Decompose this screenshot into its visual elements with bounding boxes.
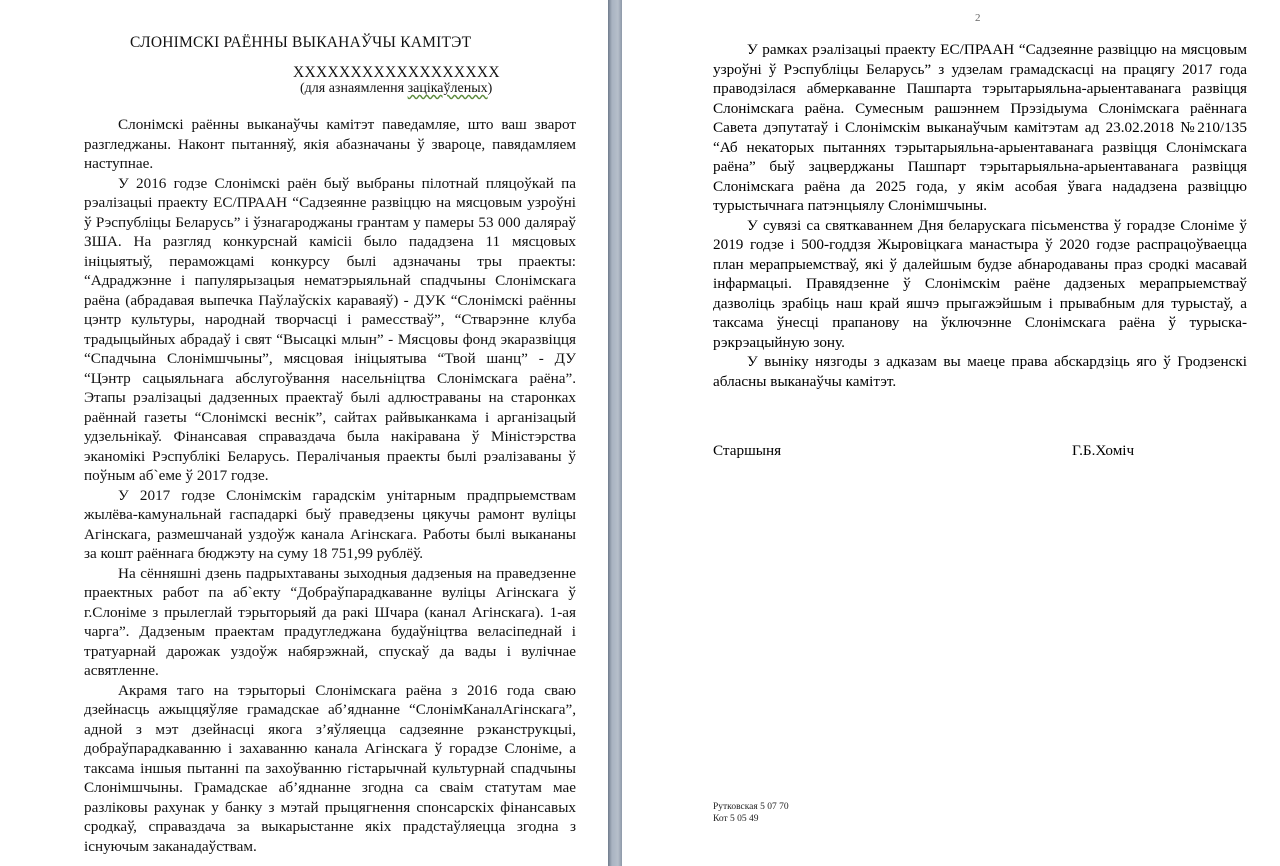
addressee-note-suffix: ) <box>487 81 493 96</box>
signature-role: Старшыня <box>713 442 782 459</box>
page-number: 2 <box>975 12 981 24</box>
addressee-note-underlined: зацікаўленых <box>407 81 488 96</box>
addressee-note-prefix: (для азнаямлення <box>300 81 408 96</box>
document-title: СЛОНІМСКІ РАЁННЫ ВЫКАНАЎЧЫ КАМІТЭТ <box>130 34 472 51</box>
footer-contacts <box>713 801 789 825</box>
paragraph: У выніку нязгоды з адказам вы маеце права абскардзіць яго ў Гродзенскі абласны выканаўчы камітэт. <box>713 353 1247 390</box>
page1-body <box>84 115 576 856</box>
paragraph: На сённяшні дзень падрыхтаваны зыходныя дадзеныя на праведзенне праектных работ па аб`екту “Добраўпарадкаванне вуліцы Агінскага ў г.Слоніме з прылеглай тэрыторыяй да ракі Шчара (канал Агінскага). 1-ая чарга”. Дадзеным праектам прадугледжана будаўніцтва веласіпеднай і тратуарнай дарожак уздоўж набярэжнай, спускаў да вады і вулічнае асвятленне. <box>84 564 576 679</box>
page2-body <box>713 40 1247 391</box>
document-page-1 <box>0 0 608 866</box>
addressee-placeholder: XXXXXXXXXXXXXXXXXX <box>293 64 500 81</box>
paragraph: У 2017 годзе Слонімскім гарадскім унітарным прадпрыемствам жылёва-камунальнай гаспадаркі быў праведзены цякучы рамонт вуліцы Агінскага, размешчанай уздоўж канала Агінскага. Работы былі выкананы за кошт раённага бюджэту на суму 18 751,99 рублёў. <box>84 486 576 562</box>
paragraph: У сувязі са святкаваннем Дня беларускага пісьменства ў горадзе Слоніме ў 2019 годзе і 500-годдзя Жыровіцкага манастыра ў 2020 годзе распрацоўваецца план мерапрыемстваў, які ў далейшым будзе абнародаваны праз сродкі масавай інфармацыі. Правядзенне ў Слонімскім раёне дадзеных мерапрыемстваў дазволіць зрабіць наш край яшчэ прыгажэйшым і прывабным для турыстаў, а таксама ўнесці прапанову на ўключэнне Слонімскага раёна ў турыска-рэкрэацыйную зону. <box>713 216 1247 351</box>
signature-name: Г.Б.Хоміч <box>1072 442 1135 459</box>
paragraph: У 2016 годзе Слонімскі раён быў выбраны пілотнай пляцоўкай па рэалізацыі праекту ЕС/ПРААН “Садзеянне развіццю на мясцовым узроўні ў Рэспубліцы Беларусь” і ўзнагароджаны грантам у памеры 53 000 даляраў ЗША. На разгляд конкурснай камісіі было пададзена 11 мясцовых ініцыятыў, пераможцамі конкурсу былі адзначаны тры праекты: “Адраджэнне і папулярызацыя нематэрыяльнай спадчыны Слонімскага раёна (абрадавая выпечка Паўлаўскіх караваяў) - ДУК “Слонімскі раённы цэнтр культуры, народнай творчасці і рамесстваў”, “Стварэнне клуба традыцыйных абрадаў і свят “Высацкі млын” - Мясцовы фонд экаразвіцця “Спадчына Слонімшчыны”, мясцовая ініцыятыва “Твой шанц” - ДУ “Цэнтр сацыяльнага абслугоўвання насельніцтва Слонімскага раёна”. Этапы рэалізацыі дадзенных праектаў былі адлюстраваны на старонках раённай газеты “Слонімскі веснік”, сайтах райвыканкама і арганізацый удзельнікаў. Фінансавая справаздача была накіравана ў Міністэрства эканомікі Рэспублікі Беларусь. Пералічаныя праекты былі рэалізаваны ў поўным аб`еме ў 2017 годзе. <box>84 174 576 484</box>
footer-line: Кот 5 05 49 <box>713 814 759 824</box>
addressee-note <box>300 81 492 97</box>
paragraph: У рамках рэалізацыі праекту ЕС/ПРААН “Садзеянне развіццю на мясцовым узроўні ў Рэспубліцы Беларусь” з удзелам грамадскасці на працягу 2017 года праводзілася абмеркаванне Пашпарта тэрытарыяльна-арыентаванага развіцця Слонімскага раёна. Сумесным рашэннем Прэзідыума Слонімскага раённага Савета дэпутатаў і Слонімскім выканаўчым камітэтам ад 23.02.2018 №210/135 “Аб некаторых пытаннях тэрытарыяльна-арыентаванага развіцця Слонімскага раёна” быў зацверджаны Пашпарт тэрытарыяльна-арыентаванага развіцця Слонімскага раёна да 2025 года, у якім асобая ўвага нададзена развіццю турыстычнага патэнцыялу Слонімшчыны. <box>713 41 1247 214</box>
footer-line: Рутковская 5 07 70 <box>713 802 789 812</box>
page-gutter <box>608 0 622 866</box>
paragraph: Акрамя таго на тэрыторыі Слонімскага раёна з 2016 года сваю дзейнасць ажыццяўляе грамадскае аб’яднанне “СлонімКаналАгінскага”, адной з мэт дзейнасці якога з’яўляецца садзеянне рэканструкцыі, добраўпарадкаванню і захаванню канала Агінскага ў горадзе Слоніме, а таксама іншыя пытанні па захоўванню гістарычнай культурнай спадчыны Слонімшчыны. Грамадскае аб’яднанне згодна са сваім статутам мае разліковы рахунак у банку з мэтай прыцягнення спонсарскіх фінансавых сродкаў, справаздача за выкарыстанне якіх прадстаўляецца згодна з існуючым заканадаўствам. <box>84 681 576 855</box>
paragraph: Слонімскі раённы выканаўчы камітэт паведамляе, што ваш зварот разгледжаны. Наконт пытанняў, якія абазначаны ў звароце, павядамляем наступнае. <box>84 116 576 172</box>
